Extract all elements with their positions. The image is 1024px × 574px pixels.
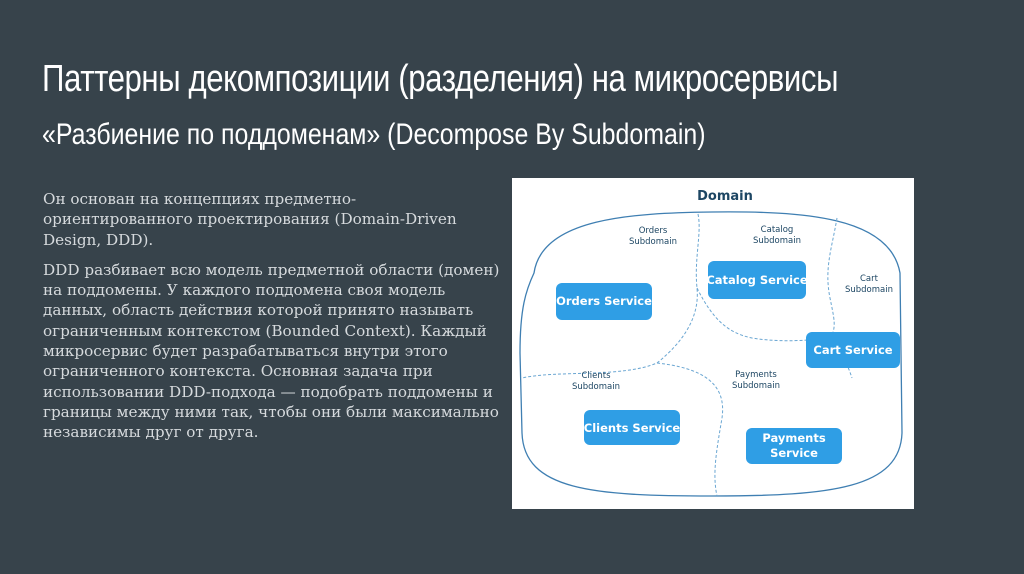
cart-subdomain-label-2: Subdomain	[844, 285, 894, 295]
paragraph-ddd: DDD разбивает всю модель предметной области (домен) на поддомены. У каждого поддомена своя модель данных, область действия которой принято называть ограниченным контекстом (Bounded Context). Каждый микросервис будет разрабатываться внутри этого ограниченного контекста. Основная задача при использовании DDD-подхода — подобрать поддомены и границы между ними так, чтобы они были максимально независимы друг от друга.	[43, 260, 500, 442]
orders-service-label: Orders Service	[556, 294, 652, 308]
body-text	[43, 189, 503, 453]
orders-subdomain-label-1: Orders	[638, 226, 668, 236]
catalog-service-label: Catalog Service	[706, 273, 808, 287]
domain-diagram-svg	[512, 178, 914, 509]
payments-service-label-2: Service	[770, 446, 818, 460]
cart-service-label: Cart Service	[813, 343, 893, 357]
clients-subdomain-label-2: Subdomain	[571, 382, 621, 392]
payments-subdomain-label-1: Payments	[735, 370, 777, 380]
cart-subdomain-label-1: Cart	[860, 274, 878, 284]
domain-label: Domain	[697, 189, 753, 204]
clients-subdomain-label-1: Clients	[581, 371, 611, 381]
domain-diagram	[512, 178, 914, 509]
payments-subdomain-label-2: Subdomain	[731, 381, 781, 391]
catalog-subdomain-label-1: Catalog	[760, 225, 794, 235]
slide-subtitle: «Разбиение по поддоменам» (Decompose By Subdomain)	[42, 118, 706, 151]
payments-service-label-1: Payments	[762, 431, 826, 445]
clients-service-label: Clients Service	[583, 421, 681, 435]
subdomain-border-catalog-cart	[828, 218, 837, 338]
slide-title: Паттерны декомпозиции (разделения) на микросервисы	[42, 58, 839, 100]
catalog-subdomain-label-2: Subdomain	[752, 236, 802, 246]
paragraph-intro: Он основан на концепциях предметно-ориентированного проектирования (Domain-Driven Design, DDD).	[43, 190, 457, 249]
orders-subdomain-label-2: Subdomain	[628, 237, 678, 247]
